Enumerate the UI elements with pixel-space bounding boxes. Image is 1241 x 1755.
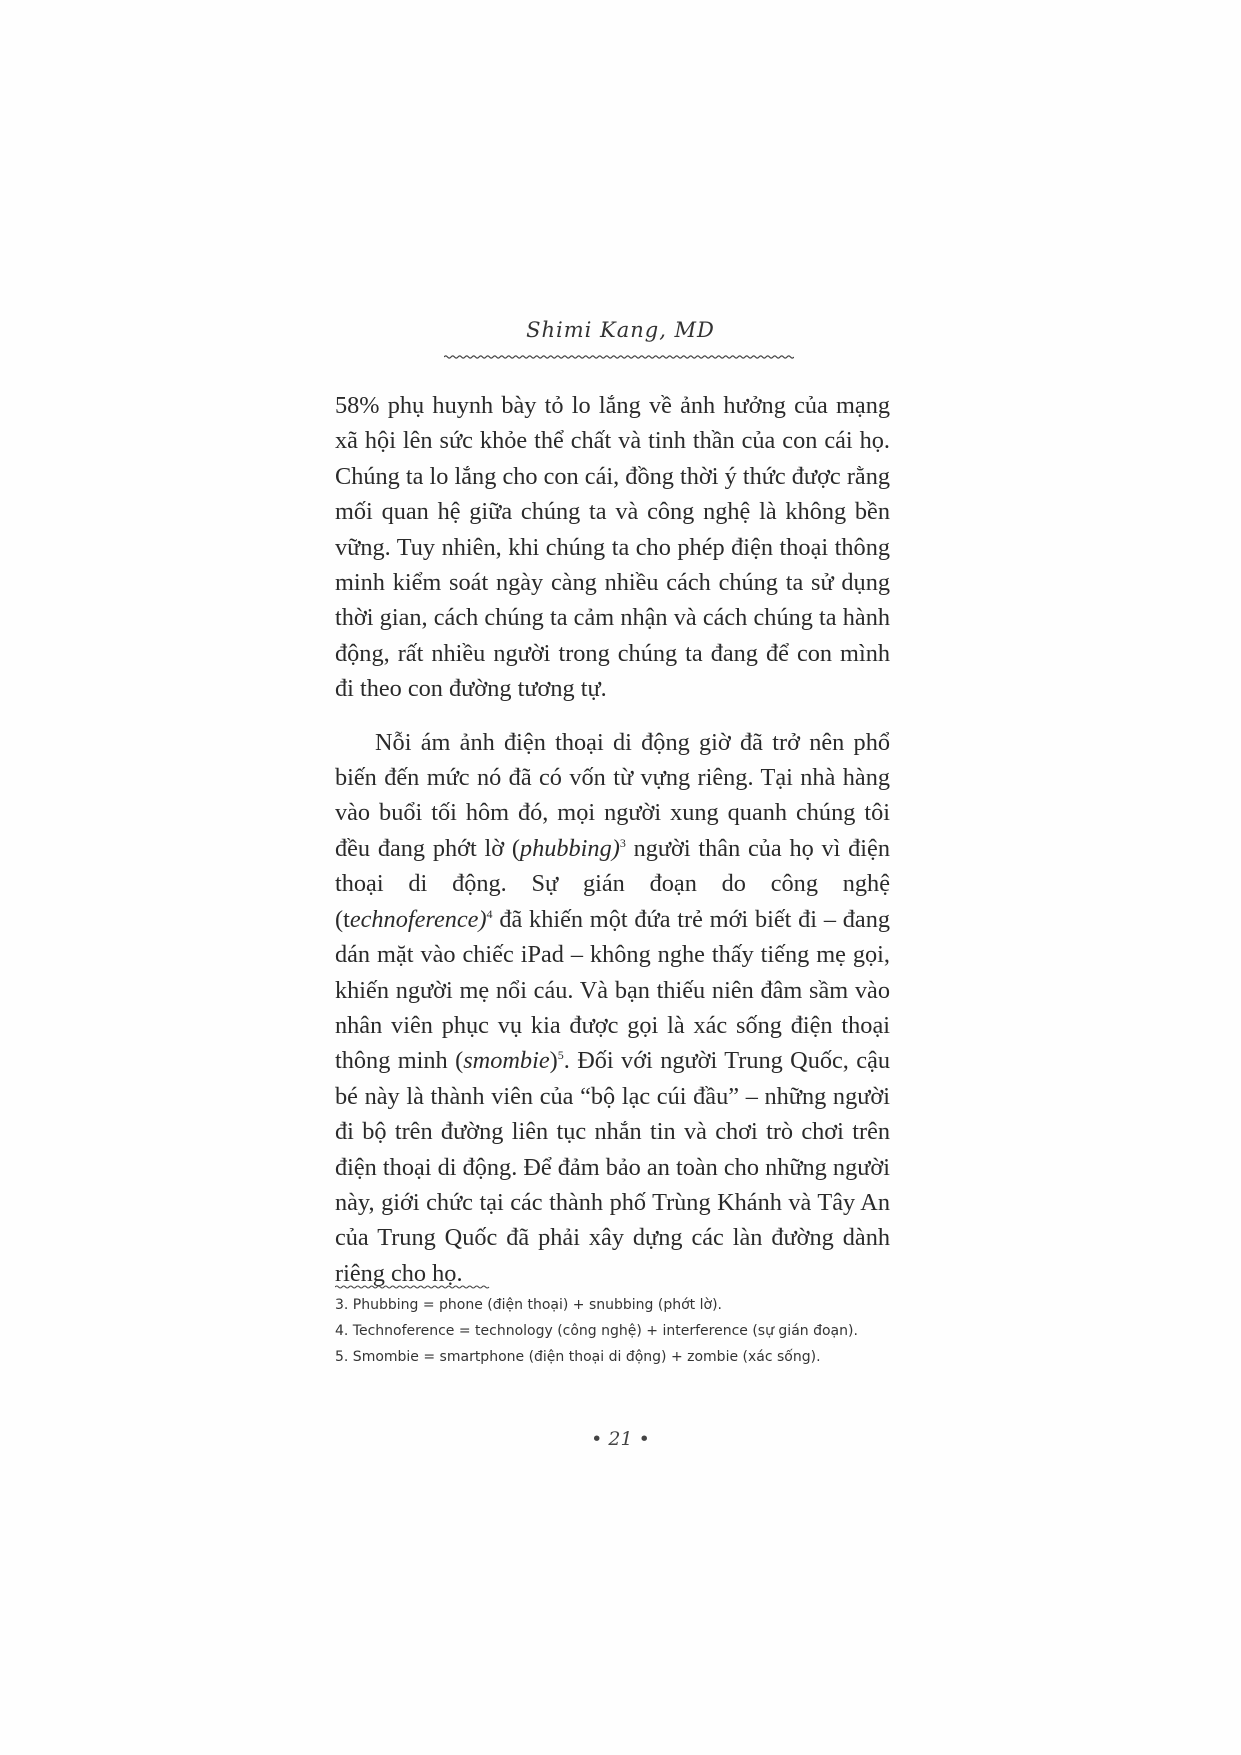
text-run: người thân của họ vì điện thoại di động. Sự gián đoạn do công nghệ (t [335,834,890,933]
footnote-ref: 3 [619,835,626,850]
running-header [0,318,1241,342]
footnote-ref: 4 [486,906,493,921]
page-number: • 21 • [591,1428,650,1450]
footnote-5: 5. Smombie = smartphone (điện thoại di động) + zombie (xác sống). [335,1349,821,1365]
footnote-4: 4. Technoference = technology (công nghệ) + interference (sự gián đoạn). [335,1323,858,1339]
footnote-wavy-divider [335,1283,490,1291]
footnote-ref: 5 [557,1048,564,1063]
italic-term: phubbing) [519,834,620,862]
text-run: 58% phụ huynh bày tỏ lo lắng về ảnh hưởng của mạng xã hội lên sức khỏe thể chất và tinh thần của con cái họ. Chúng ta lo lắng cho con cái, đồng thời ý thức được rằng mối quan hệ giữa chúng ta và công nghệ là không bền vững. Tuy nhiên, khi chúng ta cho phép điện thoại thông minh kiểm soát ngày càng nhiều cách chúng ta sử dụng thời gian, cách chúng ta cảm nhận và cách chúng ta hành động, rất nhiều người trong chúng ta đang để con mình đi theo con đường tương tự. [335,392,890,703]
italic-term: echnoference) [349,905,487,933]
text-run: ) [549,1047,558,1075]
body-text [335,388,890,1291]
footnotes [335,1292,935,1370]
wavy-rule-decoration [444,352,794,362]
paragraph [335,388,890,707]
text-run: . Đối với người Trung Quốc, cậu bé này là thành viên của “bộ lạc cúi đầu” – những người đi bộ trên đường liên tục nhắn tin và chơi trò chơi trên điện thoại di động. Để đảm bảo an toàn cho những người này, giới chức tại các thành phố Trùng Khánh và Tây An của Trung Quốc đã phải xây dựng các làn đường dành riêng cho họ. [335,1047,891,1287]
paragraph [335,725,890,1292]
text-run: Nỗi ám ảnh điện thoại di động giờ đã trở nên phổ biến đến mức nó đã có vốn từ vựng riêng. Tại nhà hàng vào buổi tối hôm đó, mọi người xung quanh chúng tôi đều đang phớt lờ ( [335,728,890,862]
author-name: Shimi Kang, MD [526,318,715,342]
footnote-3: 3. Phubbing = phone (điện thoại) + snubbing (phớt lờ). [335,1297,722,1313]
italic-term: smombie [463,1047,550,1075]
text-run: đã khiến một đứa trẻ mới biết đi – đang dán mặt vào chiếc iPad – không nghe thấy tiếng mẹ gọi, khiến người mẹ nổi cáu. Và bạn thiếu niên đâm sầm vào nhân viên phục vụ kia được gọi là xác sống điện thoại thông minh ( [335,905,890,1075]
